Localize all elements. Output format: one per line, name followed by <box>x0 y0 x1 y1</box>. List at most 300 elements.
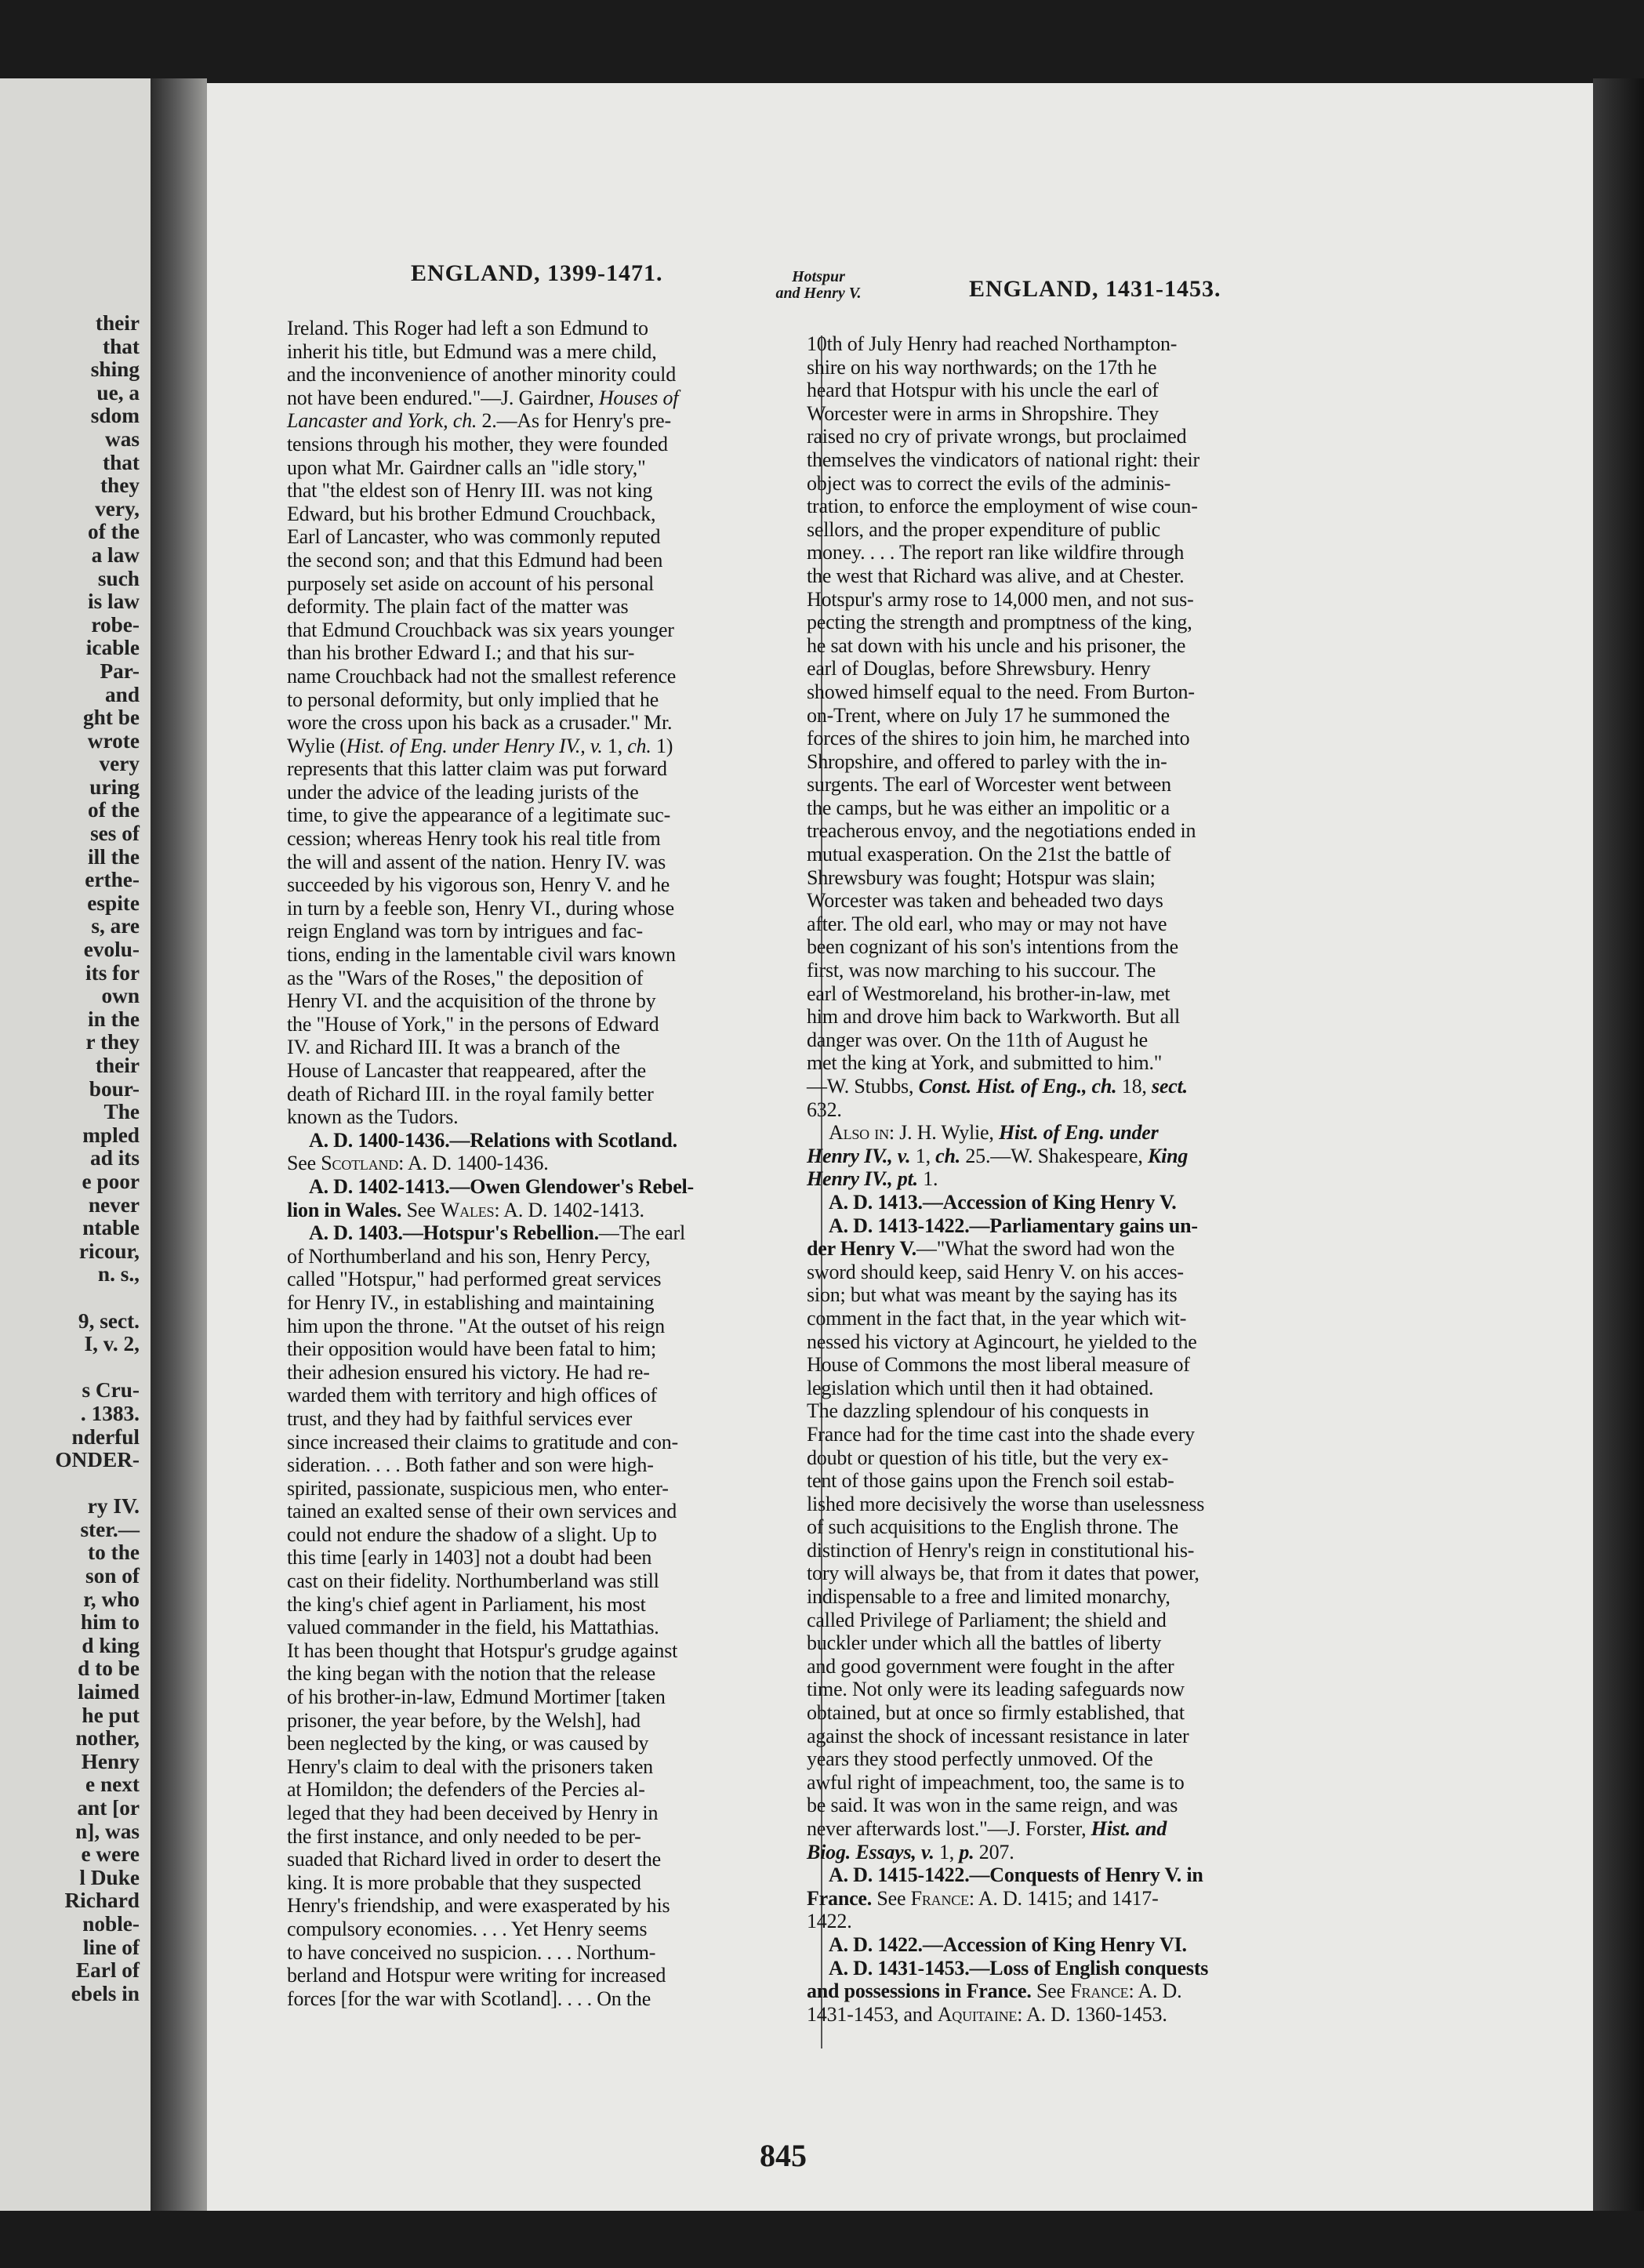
text-line <box>807 866 1208 890</box>
adjacent-page-fragment: ONDER- <box>55 1448 140 1472</box>
italic-citation-run: Biog. Essays, v. <box>807 1840 935 1863</box>
adjacent-page-fragment: espite <box>87 891 140 915</box>
text-run: in turn by a feeble son, Henry VI., during whose <box>287 896 674 920</box>
italic-citation-run: Hist. of Eng. under <box>999 1121 1159 1145</box>
text-line <box>807 1678 1208 1701</box>
text-run: Henry's claim to deal with the prisoners taken <box>287 1755 653 1778</box>
text-line <box>807 1075 1208 1098</box>
text-run: called "Hotspur," had performed great services <box>287 1268 662 1291</box>
text-run: : A. D. 1415; and 1417- <box>968 1886 1159 1910</box>
adjacent-page-fragment: mpled <box>82 1123 140 1147</box>
text-run: valued commander in the field, his Mattathias. <box>287 1616 659 1639</box>
text-line <box>287 711 694 735</box>
text-line <box>807 1167 1208 1191</box>
text-line <box>287 851 694 874</box>
bold-heading-run: A. D. 1415-1422.—Conquests of Henry V. in <box>829 1863 1203 1887</box>
text-line <box>287 479 694 503</box>
text-line <box>287 1616 694 1639</box>
adjacent-page-fragment: d to be <box>78 1657 140 1681</box>
text-line <box>287 340 694 364</box>
text-run: and the inconvenience of another minority could <box>287 363 676 386</box>
text-run: 1, <box>910 1144 936 1167</box>
text-run: earl of Westmoreland, his brother-in-law, met <box>807 982 1170 1005</box>
text-line <box>807 913 1208 936</box>
small-caps-run: Wales <box>440 1198 495 1221</box>
text-run: lished more decisively the worse than uselessness <box>807 1492 1205 1515</box>
text-run: not have been endured."—J. Gairdner, <box>287 386 599 409</box>
adjacent-page-fragment: son of <box>85 1564 140 1588</box>
text-run: It has been thought that Hotspur's grudge against <box>287 1638 678 1662</box>
text-line <box>287 503 694 526</box>
adjacent-page-fragment: ster.— <box>80 1517 140 1541</box>
text-line <box>807 797 1208 820</box>
text-run: legislation which until then it had obtained. <box>807 1376 1154 1399</box>
text-run: name Crouchback had not the smallest reference <box>287 664 677 688</box>
text-line <box>287 1987 694 2011</box>
text-run: sion; but what was meant by the saying has its <box>807 1283 1178 1307</box>
small-caps-run: France <box>910 1886 969 1910</box>
adjacent-page-fragment <box>55 1472 140 1496</box>
bold-heading-run: A. D. 1422.—Accession of King Henry VI. <box>829 1932 1187 1956</box>
text-line <box>287 1337 694 1361</box>
bold-heading-run: A. D. 1403.—Hotspur's Rebellion. <box>309 1221 599 1245</box>
text-run: See <box>872 1886 911 1910</box>
text-line <box>287 1384 694 1407</box>
adjacent-page-fragment: their <box>95 311 140 335</box>
adjacent-page-fragment: bour- <box>89 1076 140 1101</box>
text-line <box>807 1261 1208 1284</box>
adjacent-page-fragment: icable <box>85 636 140 660</box>
adjacent-page-fragment: r, who <box>83 1587 140 1611</box>
text-run: the second son; and that this Edmund had been <box>287 548 663 572</box>
scan-edge <box>1593 78 1644 2211</box>
text-run: this time [early in 1403] not a doubt had been <box>287 1546 652 1569</box>
text-line <box>287 665 694 688</box>
text-run: cession; whereas Henry took his real title from <box>287 827 661 851</box>
adjacent-page-fragment: was <box>105 426 140 451</box>
text-run: trust, and they had by faithful services ever <box>287 1406 633 1430</box>
text-line <box>287 873 694 897</box>
text-run: 10th of July Henry had reached Northampton- <box>807 332 1178 355</box>
text-run: since increased their claims to gratitude and con- <box>287 1430 678 1453</box>
text-run: suaded that Richard lived in order to desert the <box>287 1848 662 1871</box>
text-run: of his brother-in-law, Edmund Mortimer [taken <box>287 1686 666 1709</box>
italic-citation-run: ch. <box>935 1144 961 1167</box>
text-run: distinction of Henry's reign in constitutional his- <box>807 1538 1195 1562</box>
text-run: sideration. . . . Both father and son were high- <box>287 1453 654 1477</box>
text-run: 1422. <box>807 1910 852 1933</box>
adjacent-page-fragment: never <box>88 1192 140 1217</box>
adjacent-page-fragment: ant [or <box>77 1796 140 1820</box>
adjacent-page-fragment: their <box>95 1054 140 1077</box>
text-run: tory will always be, that from it dates that power, <box>807 1562 1199 1585</box>
text-line <box>287 827 694 851</box>
italic-citation-run: sect. <box>1151 1075 1188 1098</box>
text-run: and good government were fought in the after <box>807 1654 1174 1678</box>
text-run: sword should keep, said Henry V. on his acces- <box>807 1260 1184 1283</box>
text-line <box>287 943 694 967</box>
text-line <box>807 1794 1208 1817</box>
text-line <box>287 619 694 642</box>
text-line <box>287 1036 694 1059</box>
text-run: called Privilege of Parliament; the shield and <box>807 1608 1167 1631</box>
text-line <box>287 1732 694 1755</box>
adjacent-page-fragment: evolu- <box>83 938 140 962</box>
running-head-left: ENGLAND, 1399-1471. <box>411 260 663 286</box>
text-run: their adhesion ensured his victory. He had re- <box>287 1360 650 1384</box>
text-run: never afterwards lost."—J. Forster, <box>807 1817 1091 1840</box>
adjacent-page-fragment: Par- <box>100 659 140 683</box>
text-run: Hotspur's army rose to 14,000 men, and not sus- <box>807 587 1194 611</box>
adjacent-page-fragment: a law <box>91 543 140 567</box>
text-run: Wylie ( <box>287 734 347 757</box>
text-line <box>287 1059 694 1083</box>
adjacent-page-fragment: and <box>104 682 140 706</box>
text-line <box>287 1361 694 1384</box>
text-line <box>807 564 1208 588</box>
text-line <box>807 727 1208 750</box>
text-line <box>807 518 1208 542</box>
text-line <box>807 1863 1208 1887</box>
text-line <box>287 1083 694 1106</box>
adjacent-page-fragment: ses of <box>90 822 140 846</box>
text-line <box>807 1283 1208 1307</box>
text-run: prisoner, the year before, by the Welsh], had <box>287 1708 641 1732</box>
text-line <box>807 1562 1208 1585</box>
text-run: 18, <box>1116 1075 1152 1098</box>
italic-citation-run: ch. <box>627 734 651 757</box>
text-run: 25.—W. Shakespeare, <box>960 1144 1148 1167</box>
adjacent-page-fragment: nother, <box>75 1726 140 1751</box>
text-line <box>287 386 694 410</box>
adjacent-page-fragment: laimed <box>78 1680 140 1704</box>
text-line <box>807 982 1208 1006</box>
text-line <box>287 1778 694 1802</box>
bold-heading-run: and possessions in France. <box>807 1980 1032 2003</box>
text-line <box>287 409 694 433</box>
text-line <box>287 1245 694 1268</box>
text-line <box>287 1894 694 1918</box>
text-line <box>807 1585 1208 1609</box>
adjacent-page-fragment: r they <box>85 1030 140 1054</box>
text-line <box>807 1098 1208 1122</box>
adjacent-page-text <box>55 312 140 2005</box>
text-run: Henry's friendship, and were exasperated by his <box>287 1894 670 1918</box>
text-line <box>807 680 1208 704</box>
text-run: represents that this latter claim was put forward <box>287 757 667 781</box>
text-line <box>807 819 1208 843</box>
text-line <box>287 989 694 1013</box>
adjacent-page-fragment: . 1383. <box>80 1401 140 1425</box>
adjacent-page-fragment: ntable <box>82 1216 140 1240</box>
text-line <box>807 1051 1208 1075</box>
text-run: Shrewsbury was fought; Hotspur was slain; <box>807 865 1156 889</box>
text-run: nessed his victory at Agincourt, he yielded to the <box>807 1330 1197 1353</box>
text-run: their opposition would have been fatal to him; <box>287 1337 656 1361</box>
text-run: comment in the fact that, in the year which wit- <box>807 1306 1187 1330</box>
text-run: IV. and Richard III. It was a branch of the <box>287 1036 620 1059</box>
text-run: —"What the sword had won the <box>916 1237 1175 1261</box>
text-line <box>287 897 694 920</box>
text-line <box>287 1500 694 1523</box>
adjacent-page-fragment: wrote <box>87 728 140 753</box>
text-run: See <box>287 1152 321 1175</box>
adjacent-page-fragment: noble- <box>82 1911 140 1936</box>
italic-citation-run: King <box>1147 1144 1189 1167</box>
text-line <box>807 889 1208 913</box>
text-run: France had for the time cast into the shade every <box>807 1422 1195 1446</box>
text-line <box>287 1175 694 1199</box>
adjacent-page-fragment: l Duke <box>79 1865 140 1889</box>
text-run: 1) <box>651 734 673 757</box>
adjacent-page-fragment: very, <box>95 496 140 521</box>
bold-heading-run: A. D. 1431-1453.—Loss of English conquests <box>829 1956 1209 1980</box>
text-run: leged that they had been deceived by Henry in <box>287 1802 659 1824</box>
adjacent-page-fragment: that <box>102 450 140 474</box>
text-run: the king's chief agent in Parliament, his most <box>287 1592 646 1616</box>
text-line <box>807 1307 1208 1330</box>
bold-heading-run: lion in Wales. <box>287 1198 402 1221</box>
text-line <box>807 704 1208 728</box>
adjacent-page-fragment: very <box>99 752 140 776</box>
text-line <box>287 1755 694 1779</box>
text-run: 1. <box>917 1167 938 1191</box>
text-line <box>807 1609 1208 1632</box>
text-run: showed himself equal to the need. From Burton- <box>807 680 1195 703</box>
text-run: See <box>1031 1980 1071 2003</box>
text-line <box>807 2003 1208 2027</box>
text-run: tensions through his mother, they were founded <box>287 432 668 455</box>
adjacent-page-fragment: is law <box>88 590 140 614</box>
text-line <box>807 356 1208 379</box>
text-line <box>287 1105 694 1129</box>
text-run: tent of those gains upon the French soil estab- <box>807 1469 1174 1493</box>
book-page <box>207 83 1593 2211</box>
text-line <box>807 1910 1208 1933</box>
text-run: Worcester was taken and beheaded two days <box>807 889 1163 913</box>
adjacent-page-fragment: uring <box>89 775 140 799</box>
text-line <box>287 1315 694 1338</box>
small-caps-run: France <box>1070 1980 1129 2003</box>
text-line <box>287 1639 694 1663</box>
adjacent-page-fragment: to the <box>88 1540 140 1565</box>
bold-heading-run: A. D. 1400-1436.—Relations with Scotland. <box>309 1128 677 1152</box>
adjacent-page-fragment: its for <box>85 960 140 985</box>
adjacent-page-fragment: erthe- <box>85 868 140 892</box>
text-line <box>807 773 1208 797</box>
bold-heading-run: A. D. 1413-1422.—Parliamentary gains un- <box>829 1214 1198 1237</box>
bold-heading-run: der Henry V. <box>807 1237 916 1261</box>
italic-citation-run: Lancaster and York, ch. <box>287 409 477 433</box>
text-line <box>807 402 1208 426</box>
text-line <box>287 1686 694 1709</box>
text-line <box>287 595 694 619</box>
text-line <box>807 657 1208 680</box>
text-line <box>807 1957 1208 1980</box>
text-line <box>287 967 694 990</box>
text-run: pecting the strength and promptness of the king, <box>807 611 1192 634</box>
text-line <box>287 781 694 804</box>
text-run: treacherous envoy, and the negotiations ended in <box>807 819 1196 843</box>
adjacent-page-fragment: he put <box>82 1703 140 1727</box>
text-run: for Henry IV., in establishing and maintaining <box>287 1290 655 1314</box>
text-line <box>807 1631 1208 1655</box>
text-run: : A. D. 1402-1413. <box>494 1198 644 1221</box>
text-line <box>807 1933 1208 1957</box>
text-line <box>287 1268 694 1291</box>
book-gutter <box>151 78 207 2211</box>
text-line <box>287 1199 694 1222</box>
adjacent-page-fragment: ry IV. <box>87 1494 140 1519</box>
text-run: upon what Mr. Gairdner calls an "idle story," <box>287 455 646 479</box>
text-run: been neglected by the king, or was caused by <box>287 1732 649 1755</box>
italic-citation-run: Houses of <box>598 386 679 409</box>
adjacent-page-fragment: own <box>101 984 140 1008</box>
small-caps-run: Also in <box>829 1121 889 1145</box>
italic-citation-run: Hist. of Eng. under Henry IV., v. <box>346 734 603 757</box>
adjacent-page-fragment: ebels in <box>71 1981 140 2005</box>
adjacent-page-fragment: of the <box>88 520 140 544</box>
text-run: the king began with the notion that the release <box>287 1662 656 1686</box>
text-run: king. It is more probable that they suspected <box>287 1871 641 1894</box>
text-run: years they stood perfectly unmoved. Of the <box>807 1747 1153 1771</box>
running-head-middle <box>764 269 873 302</box>
adjacent-page-fragment: I, v. 2, <box>84 1332 140 1356</box>
text-run: : A. D. 1360-1453. <box>1017 2002 1167 2026</box>
text-line <box>807 1029 1208 1052</box>
text-line <box>287 1152 694 1175</box>
text-line <box>287 1964 694 1987</box>
text-line <box>807 1237 1208 1261</box>
text-line <box>287 549 694 572</box>
text-run: Henry VI. and the acquisition of the throne by <box>287 989 656 1013</box>
text-line <box>807 1771 1208 1794</box>
text-line <box>807 1747 1208 1771</box>
bold-heading-run: A. D. 1413.—Accession of King Henry V. <box>829 1190 1177 1214</box>
italic-citation-run: Const. Hist. of Eng., ch. <box>918 1075 1117 1098</box>
adjacent-page-fragment: ill the <box>88 844 140 869</box>
text-run: danger was over. On the 11th of August he <box>807 1028 1148 1051</box>
adjacent-page-fragment: d king <box>82 1633 140 1657</box>
running-head-middle-line2: and Henry V. <box>775 285 862 302</box>
text-run: tration, to enforce the employment of wise coun- <box>807 495 1198 518</box>
text-line <box>287 1593 694 1617</box>
text-line <box>807 1377 1208 1400</box>
text-line <box>287 1709 694 1733</box>
text-run: than his brother Edward I.; and that his sur- <box>287 641 635 665</box>
text-run: of such acquisitions to the English throne. The <box>807 1515 1178 1539</box>
text-line <box>807 959 1208 982</box>
text-run: indispensable to a free and limited monarchy, <box>807 1585 1170 1609</box>
text-line <box>287 1013 694 1036</box>
bold-heading-run: A. D. 1402-1413.—Owen Glendower's Rebel- <box>309 1174 695 1198</box>
adjacent-page-fragment: n], was <box>75 1819 140 1843</box>
text-line <box>287 363 694 386</box>
text-line <box>807 1817 1208 1841</box>
text-line <box>807 541 1208 564</box>
text-run: the camps, but he was either an impolitic or a <box>807 796 1170 819</box>
text-run: cast on their fidelity. Northumberland was still <box>287 1569 659 1593</box>
text-run: deformity. The plain fact of the matter was <box>287 595 629 619</box>
adjacent-page-fragment: nderful <box>71 1424 140 1449</box>
text-run: wore the cross upon his back as a crusader." Mr. <box>287 711 673 735</box>
left-text-column <box>287 317 694 2010</box>
text-line <box>807 1887 1208 1911</box>
text-line <box>807 1353 1208 1377</box>
text-run: been cognizant of his son's intentions from the <box>807 935 1179 959</box>
text-run: : J. H. Wylie, <box>888 1121 999 1145</box>
small-caps-run: Scotland <box>321 1152 399 1175</box>
small-caps-run: Aquitaine <box>937 2002 1018 2026</box>
text-line <box>807 425 1208 448</box>
text-line <box>807 1191 1208 1214</box>
text-line <box>287 1129 694 1152</box>
adjacent-page-fragment: ue, a <box>96 380 140 405</box>
adjacent-page-fragment: that <box>102 334 140 358</box>
adjacent-page-fragment: such <box>97 566 140 590</box>
text-line <box>807 472 1208 495</box>
adjacent-page-fragment: n. s., <box>97 1262 140 1286</box>
text-run: heard that Hotspur with his uncle the earl of <box>807 379 1159 402</box>
text-line <box>287 804 694 827</box>
adjacent-page-fragment: line of <box>82 1935 140 1959</box>
text-line <box>807 588 1208 611</box>
text-run: on-Trent, where on July 17 he summoned the <box>807 703 1170 727</box>
text-line <box>287 1546 694 1569</box>
text-line <box>287 456 694 480</box>
text-run: time, to give the appearance of a legitimate suc- <box>287 804 671 827</box>
italic-citation-run: Henry IV., pt. <box>807 1167 918 1191</box>
adjacent-page-fragment: e were <box>81 1842 140 1867</box>
text-line <box>807 1446 1208 1470</box>
adjacent-page-fragment: s, are <box>91 914 140 938</box>
text-line <box>287 757 694 781</box>
text-line <box>807 495 1208 518</box>
text-run: obtained, but at once so firmly established, that <box>807 1701 1185 1725</box>
text-run: Ireland. This Roger had left a son Edmund to <box>287 317 648 339</box>
text-run: 2.—As for Henry's pre- <box>477 409 671 433</box>
text-run: tions, ending in the lamentable civil wars known <box>287 943 676 967</box>
text-run: 207. <box>974 1840 1014 1863</box>
text-line <box>287 1523 694 1547</box>
adjacent-page-fragment: robe- <box>91 612 140 637</box>
text-run: time. Not only were its leading safeguards now <box>807 1678 1185 1701</box>
text-run: as the "Wars of the Roses," the deposition of <box>287 966 644 989</box>
text-run: against the shock of incessant resistance in later <box>807 1724 1189 1747</box>
text-run: reign England was torn by intrigues and fac- <box>287 920 644 943</box>
adjacent-page-fragment: shing <box>90 357 140 382</box>
text-run: the first instance, and only needed to be per- <box>287 1824 641 1848</box>
text-line <box>287 572 694 596</box>
text-line <box>807 1980 1208 2003</box>
text-run: be said. It was won in the same reign, and was <box>807 1794 1178 1817</box>
text-run: at Homildon; the defenders of the Percies al- <box>287 1778 645 1802</box>
text-line <box>807 1005 1208 1029</box>
text-run: the west that Richard was alive, and at Chester. <box>807 564 1185 587</box>
text-line <box>807 1330 1208 1354</box>
text-run: inherit his title, but Edmund was a mere child, <box>287 339 657 363</box>
text-run: —W. Stubbs, <box>807 1075 919 1098</box>
text-line <box>287 433 694 456</box>
adjacent-page-fragment: in the <box>88 1007 140 1031</box>
text-run: forces [for the war with Scotland]. . . . On the <box>287 1987 651 2010</box>
text-line <box>807 1493 1208 1516</box>
text-run: Shropshire, and offered to parley with the in- <box>807 749 1167 773</box>
text-line <box>807 1841 1208 1864</box>
text-run: Earl of Lancaster, who was commonly reputed <box>287 525 661 549</box>
text-run: that Edmund Crouchback was six years younger <box>287 618 674 641</box>
text-run: under the advice of the leading jurists of the <box>287 780 639 804</box>
